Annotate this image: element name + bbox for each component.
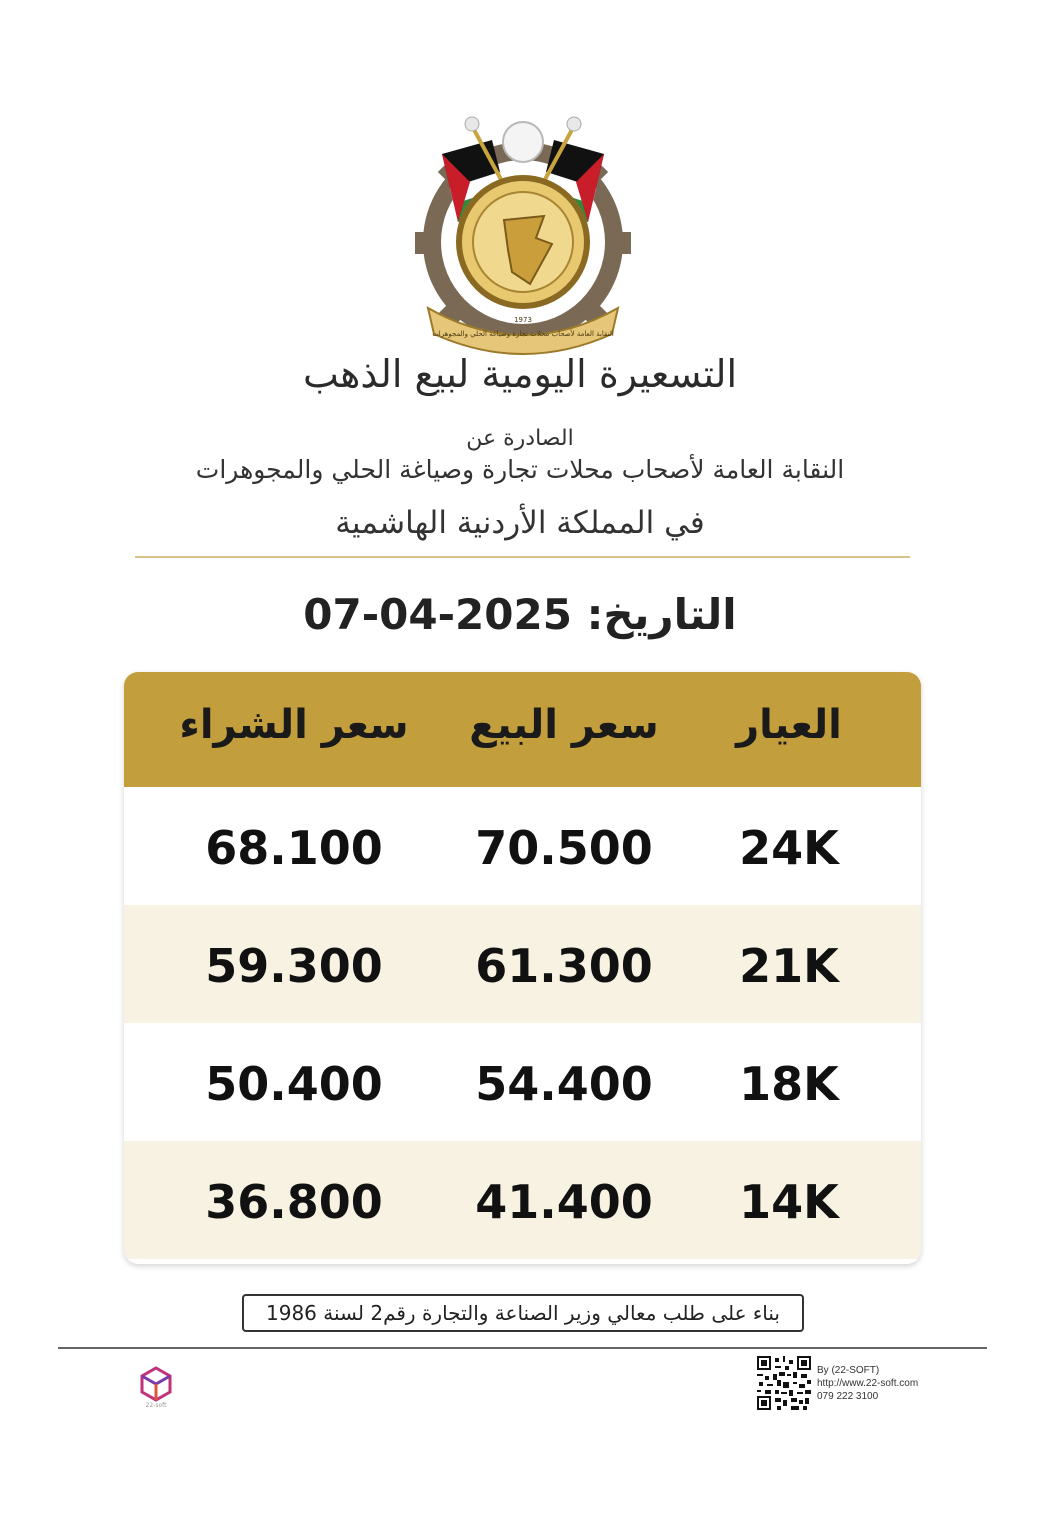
brand-caption: 22-soft [145, 1402, 167, 1409]
credit-phone: 079 222 3100 [817, 1391, 879, 1402]
table-row [124, 1141, 921, 1259]
date-label: التاريخ: [586, 590, 737, 639]
buy-price-cell: 68.100 [205, 821, 383, 875]
header-divider [135, 556, 910, 558]
credit-url[interactable]: http://www.22-soft.com [817, 1378, 919, 1389]
table-row [124, 905, 921, 1023]
sell-price-cell: 54.400 [475, 1057, 653, 1111]
logo-ribbon-text: النقابة العامة لأصحاب محلات تجارة وصياغة الحلي والمجوهرات [432, 330, 614, 338]
column-header-buy: سعر الشراء [179, 702, 409, 748]
column-header-karat: العيار [736, 702, 842, 748]
page-title: التسعيرة اليومية لبيع الذهب [302, 352, 737, 396]
kingdom-name: في المملكة الأردنية الهاشمية [335, 505, 705, 541]
table-row [124, 787, 921, 905]
ministerial-note: بناء على طلب معالي وزير الصناعة والتجارة رقم2 لسنة 1986 [242, 1294, 804, 1332]
table-header [124, 672, 921, 787]
date-line [200, 590, 840, 639]
issued-by-label: الصادرة عن [466, 426, 574, 451]
qr-code-icon [757, 1356, 811, 1410]
syndicate-name: النقابة العامة لأصحاب محلات تجارة وصياغة الحلي والمجوهرات [195, 455, 845, 484]
karat-cell: 21K [739, 939, 839, 993]
buy-price-cell: 50.400 [205, 1057, 383, 1111]
buy-price-cell: 36.800 [205, 1175, 383, 1229]
developer-credits [817, 1364, 967, 1403]
column-header-sell: سعر البيع [469, 702, 659, 748]
sell-price-cell: 41.400 [475, 1175, 653, 1229]
sell-price-cell: 61.300 [475, 939, 653, 993]
logo-year: 1973 [514, 316, 532, 324]
karat-cell: 14K [739, 1175, 839, 1229]
sell-price-cell: 70.500 [475, 821, 653, 875]
footer-divider [58, 1347, 987, 1349]
credit-by: By (22-SOFT) [817, 1365, 880, 1376]
karat-cell: 18K [739, 1057, 839, 1111]
buy-price-cell: 59.300 [205, 939, 383, 993]
karat-cell: 24K [739, 821, 839, 875]
syndicate-emblem-icon [412, 112, 634, 360]
date-value: 07-04-2025 [303, 590, 572, 639]
price-table [124, 672, 921, 1264]
table-row [124, 1023, 921, 1141]
